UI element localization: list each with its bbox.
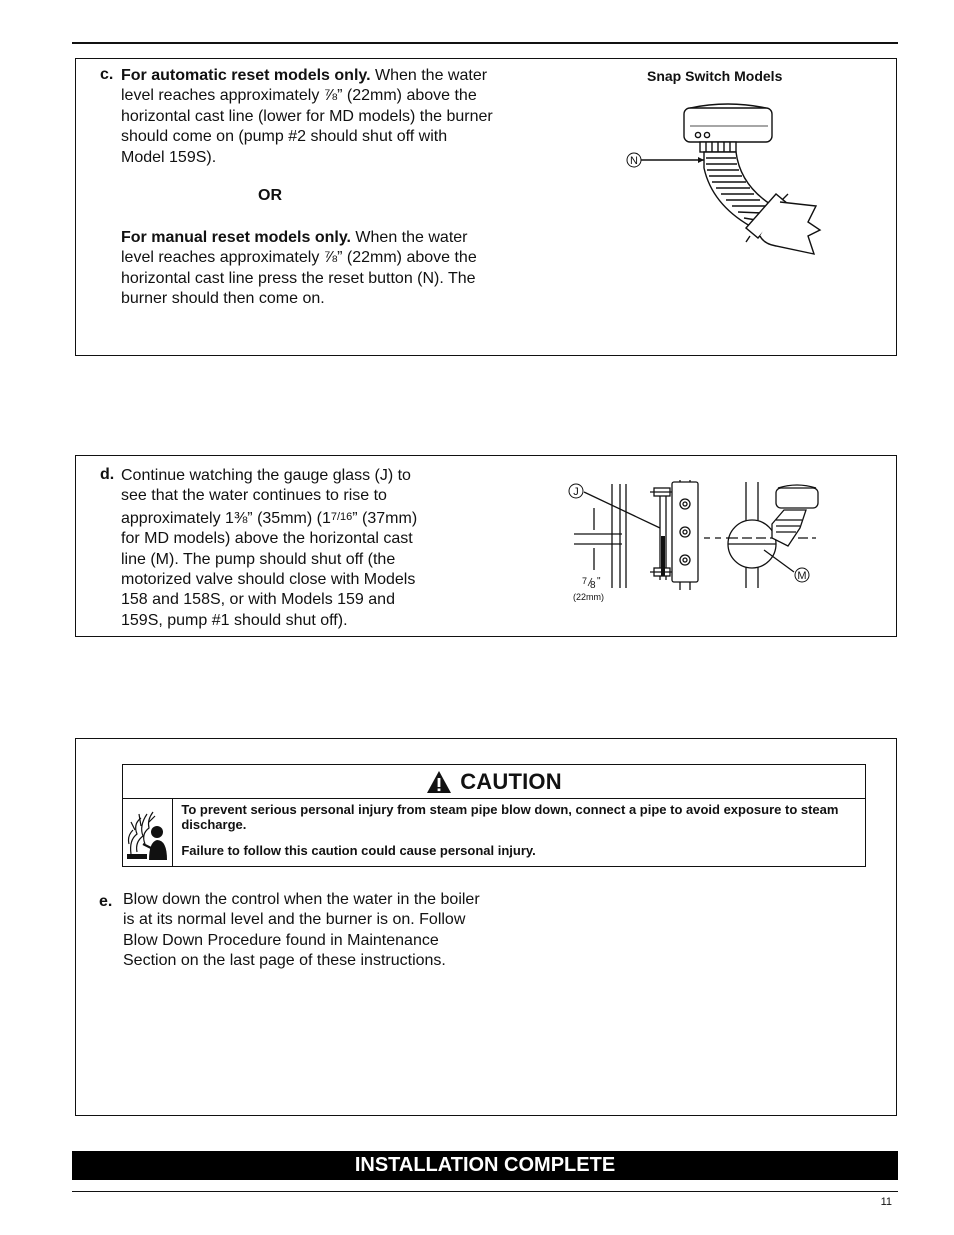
caution-box: [122, 764, 866, 867]
bottom-rule: [72, 1191, 898, 1192]
caution-body: [123, 799, 865, 866]
callout-m: M: [797, 570, 807, 582]
dim-den: 8: [590, 580, 596, 591]
step-d-text: Continue watching the gauge glass (J) to see that the water continues to rise to approximately 1⅜” (35mm) (17/16” (37mm) for MD models) above the horizontal cast line (M). The pump should shut off (the motorized valve should close with Models 158 and 158S, or with Models 159 and 159S, pump #1 should shut off).: [121, 467, 418, 629]
step-d-letter: d.: [100, 466, 115, 483]
caution-header: [123, 765, 865, 799]
page-number: 11: [880, 1196, 892, 1208]
callout-j: J: [573, 486, 579, 498]
caution-text-2: Failure to follow this caution could cause personal injury.: [181, 843, 536, 858]
caution-text: [173, 799, 865, 866]
dim-inch: ": [597, 576, 601, 587]
step-c-automatic-text: For automatic reset models only. When the water level reaches approximately ⅞” (22mm) above the horizontal cast line (lower for MD models) the burner should come on (pump #2 should shut off with Model 159S).: [121, 67, 493, 166]
dim-mm: (22mm): [573, 592, 604, 602]
manual-heading: For manual reset models only.: [121, 229, 351, 246]
top-rule: [72, 42, 898, 44]
step-e-letter: e.: [99, 893, 113, 910]
caution-title: CAUTION: [460, 768, 562, 794]
installation-complete-banner: INSTALLATION COMPLETE: [72, 1151, 898, 1180]
step-c-manual-text: For manual reset models only. When the water level reaches approximately ⅞” (22mm) above the horizontal cast line press the reset button (N). The burner should then come on.: [121, 229, 477, 308]
step-c-letter: c.: [100, 66, 114, 83]
steam-blowdown-hazard-icon: [125, 804, 171, 862]
automatic-heading: For automatic reset models only.: [121, 67, 371, 84]
gauge-glass-figure: [562, 476, 824, 606]
caution-icon-cell: [123, 799, 173, 866]
or-label: OR: [258, 187, 282, 204]
dim-num: 7: [582, 576, 588, 586]
warning-triangle-icon: [426, 770, 452, 794]
step-e-text: Blow down the control when the water in the boiler is at its normal level and the burner is on. Follow Blow Down Procedure found in Maintenance Section on the last page of these instructions.: [123, 891, 480, 970]
snap-switch-caption: Snap Switch Models: [647, 68, 783, 84]
snap-switch-figure: [620, 96, 830, 266]
caution-text-1: To prevent serious personal injury from steam pipe blow down, connect a pipe to avoid exposure to steam discharge.: [181, 802, 839, 832]
callout-n: N: [630, 155, 638, 167]
